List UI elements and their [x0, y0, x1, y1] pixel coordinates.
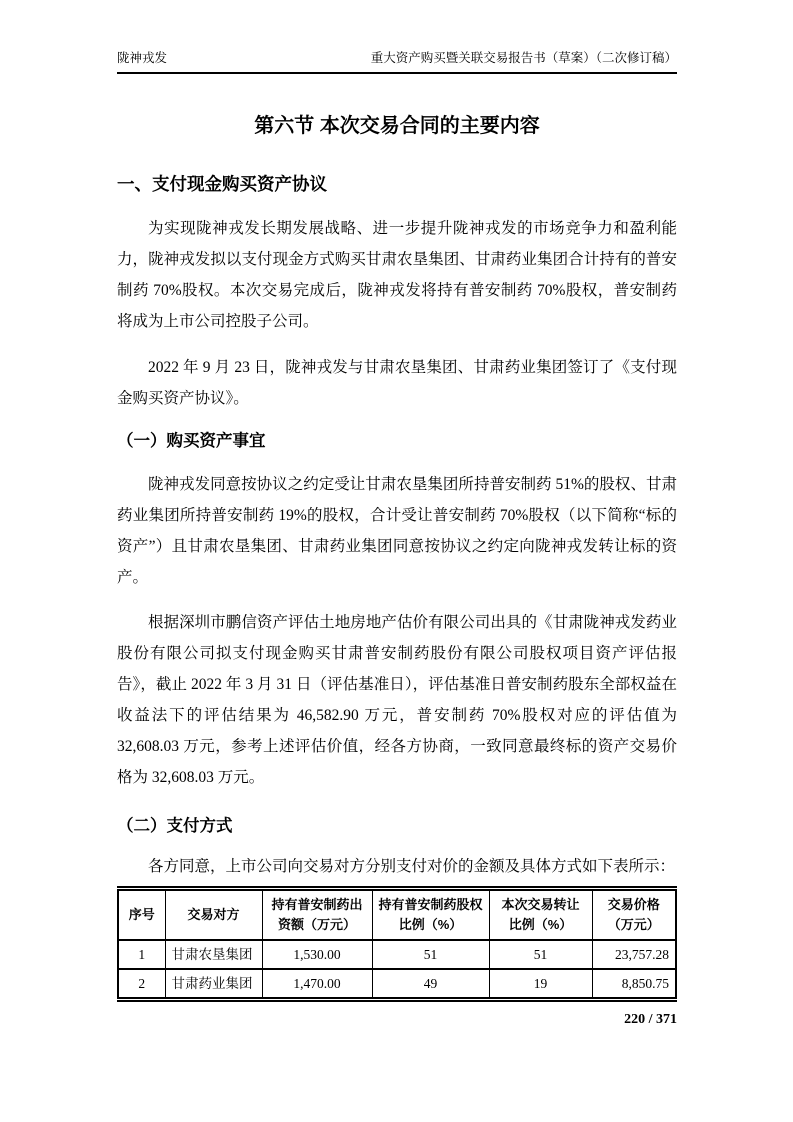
paragraph-signing-date: 2022 年 9 月 23 日，陇神戎发与甘肃农垦集团、甘肃药业集团签订了《支付现金购买资产协议》。 [117, 359, 677, 407]
table-cell-capital: 1,530.00 [262, 940, 372, 969]
paragraph-strategy: 为实现陇神戎发长期发展战略、进一步提升陇神戎发的市场竞争力和盈利能力，陇神戎发拟以支付现金方式购买甘肃农垦集团、甘肃药业集团合计持有的普安制药 70%股权。本次交易完成后，陇神戎发将持有普安制药 70%股权，普安制药将成为上市公司控股子公司。 [117, 220, 677, 330]
table-row [118, 969, 676, 1000]
table-header-transfer-ratio: 本次交易转让比例（%） [489, 889, 592, 941]
page-content [117, 0, 677, 1028]
paragraph-transfer-terms: 陇神戎发同意按协议之约定受让甘肃农垦集团所持普安制药 51%的股权、甘肃药业集团所持普安制药 19%的股权，合计受让普安制药 70%股权（以下简称“标的资产”）且甘肃农垦集团、甘肃药业集团同意按协议之约定向陇神戎发转让标的资产。 [117, 476, 677, 586]
table-cell-counterparty: 甘肃药业集团 [165, 969, 262, 1000]
paragraph-valuation: 根据深圳市鹏信资产评估土地房地产估价有限公司出具的《甘肃陇神戎发药业股份有限公司拟支付现金购买甘肃普安制药股份有限公司股权项目资产评估报告》，截止 2022 年 3 月 31 日（评估基准日），评估基准日普安制药股东全部权益在收益法下的评估结果为 46,582.90 万元，普安制药 70%股权对应的评估值为 32,608.03 万元，参考上述评估价值，经各方协商，一致同意最终标的资产交易价格为 32,608.03 万元。 [117, 614, 677, 786]
table-cell-transfer-ratio: 51 [489, 940, 592, 969]
table-cell-serial: 1 [118, 940, 165, 969]
table-cell-counterparty: 甘肃农垦集团 [165, 940, 262, 969]
table-cell-price: 23,757.28 [592, 940, 676, 969]
header-left-text: 陇神戎发 [117, 51, 168, 65]
table-cell-equity-ratio: 49 [372, 969, 489, 1000]
chapter-title: 第六节 本次交易合同的主要内容 [254, 115, 540, 137]
paragraph-payment-intro: 各方同意，上市公司向交易对方分别支付对价的金额及具体方式如下表所示： [148, 858, 676, 875]
table-header-row [118, 889, 676, 941]
header-right-text: 重大资产购买暨关联交易报告书（草案）（二次修订稿） [370, 51, 677, 65]
payment-table [117, 886, 677, 1002]
table-cell-price: 8,850.75 [592, 969, 676, 1000]
table-cell-serial: 2 [118, 969, 165, 1000]
table-cell-transfer-ratio: 19 [489, 969, 592, 1000]
table-header-serial: 序号 [118, 889, 165, 941]
table-header-capital: 持有普安制药出资额（万元） [262, 889, 372, 941]
page-header [117, 50, 677, 74]
table-row [118, 940, 676, 969]
table-cell-equity-ratio: 51 [372, 940, 489, 969]
table-header-equity-ratio: 持有普安制药股权比例（%） [372, 889, 489, 941]
page-number: 220 / 371 [624, 1012, 677, 1027]
table-cell-capital: 1,470.00 [262, 969, 372, 1000]
table-header-price: 交易价格（万元） [592, 889, 676, 941]
subsection-heading-asset-purchase: （一）购买资产事宜 [117, 432, 266, 450]
subsection-heading-payment-method: （二）支付方式 [117, 817, 233, 835]
table-header-counterparty: 交易对方 [165, 889, 262, 941]
section-heading-agreement: 一、支付现金购买资产协议 [117, 174, 327, 194]
